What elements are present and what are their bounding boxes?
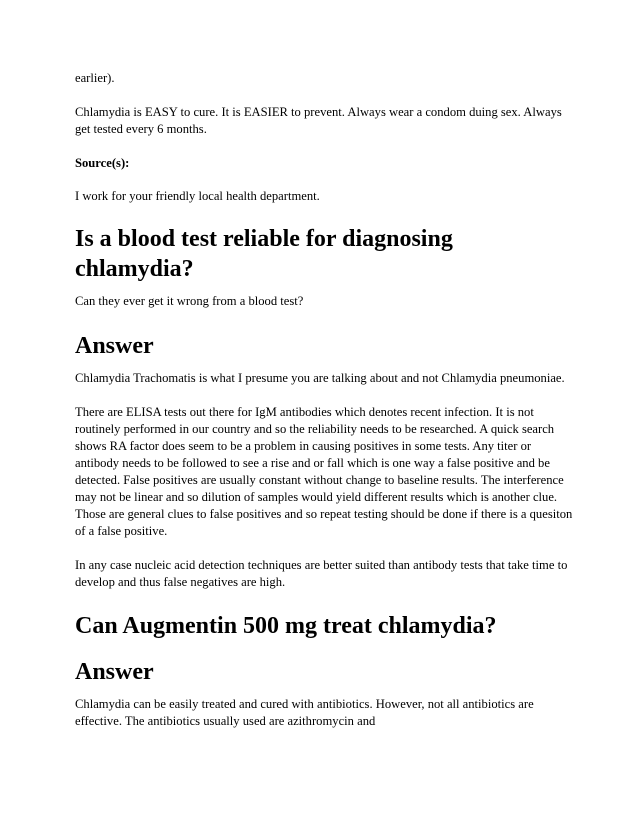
intro-advice: Chlamydia is EASY to cure. It is EASIER to prevent. Always wear a condom duing sex. Always get tested every 6 months. <box>75 105 562 136</box>
document-page <box>75 70 575 730</box>
question-1-detail: Can they ever get it wrong from a blood test? <box>75 294 304 308</box>
source-text: I work for your friendly local health department. <box>75 189 320 203</box>
answer-2-heading: Answer <box>75 659 154 685</box>
answer-1-heading: Answer <box>75 333 154 359</box>
question-2-title: Can Augmentin 500 mg treat chlamydia? <box>75 613 497 639</box>
answer-2-paragraph-1: Chlamydia can be easily treated and cured with antibiotics. However, not all antibiotics are effective. The antibiotics usually used are azithromycin and <box>75 697 534 728</box>
answer-1-paragraph-2: There are ELISA tests out there for IgM antibodies which denotes recent infection. It is not routinely performed in our country and so the reliability needs to be researched. A quick search shows RA factor does seem to be a problem in causing positives in some tests. Any titer or antibody needs to be followed to see a rise and or fall which is one way a false positive and be detected. False positives are usually constant without change to baseline results. The interference may not be linear and so dilution of samples would yield different results which is another clue. Those are general clues to false positives and so repeat testing should be done if there is a quesiton of a false positive. <box>75 405 573 538</box>
source-label: Source(s): <box>75 156 130 170</box>
question-1-title: Is a blood test reliable for diagnosing chlamydia? <box>75 226 453 282</box>
intro-fragment: earlier). <box>75 71 115 85</box>
answer-1-paragraph-3: In any case nucleic acid detection techniques are better suited than antibody tests that take time to develop and thus false negatives are high. <box>75 558 568 589</box>
answer-1-paragraph-1: Chlamydia Trachomatis is what I presume you are talking about and not Chlamydia pneumoniae. <box>75 371 565 385</box>
